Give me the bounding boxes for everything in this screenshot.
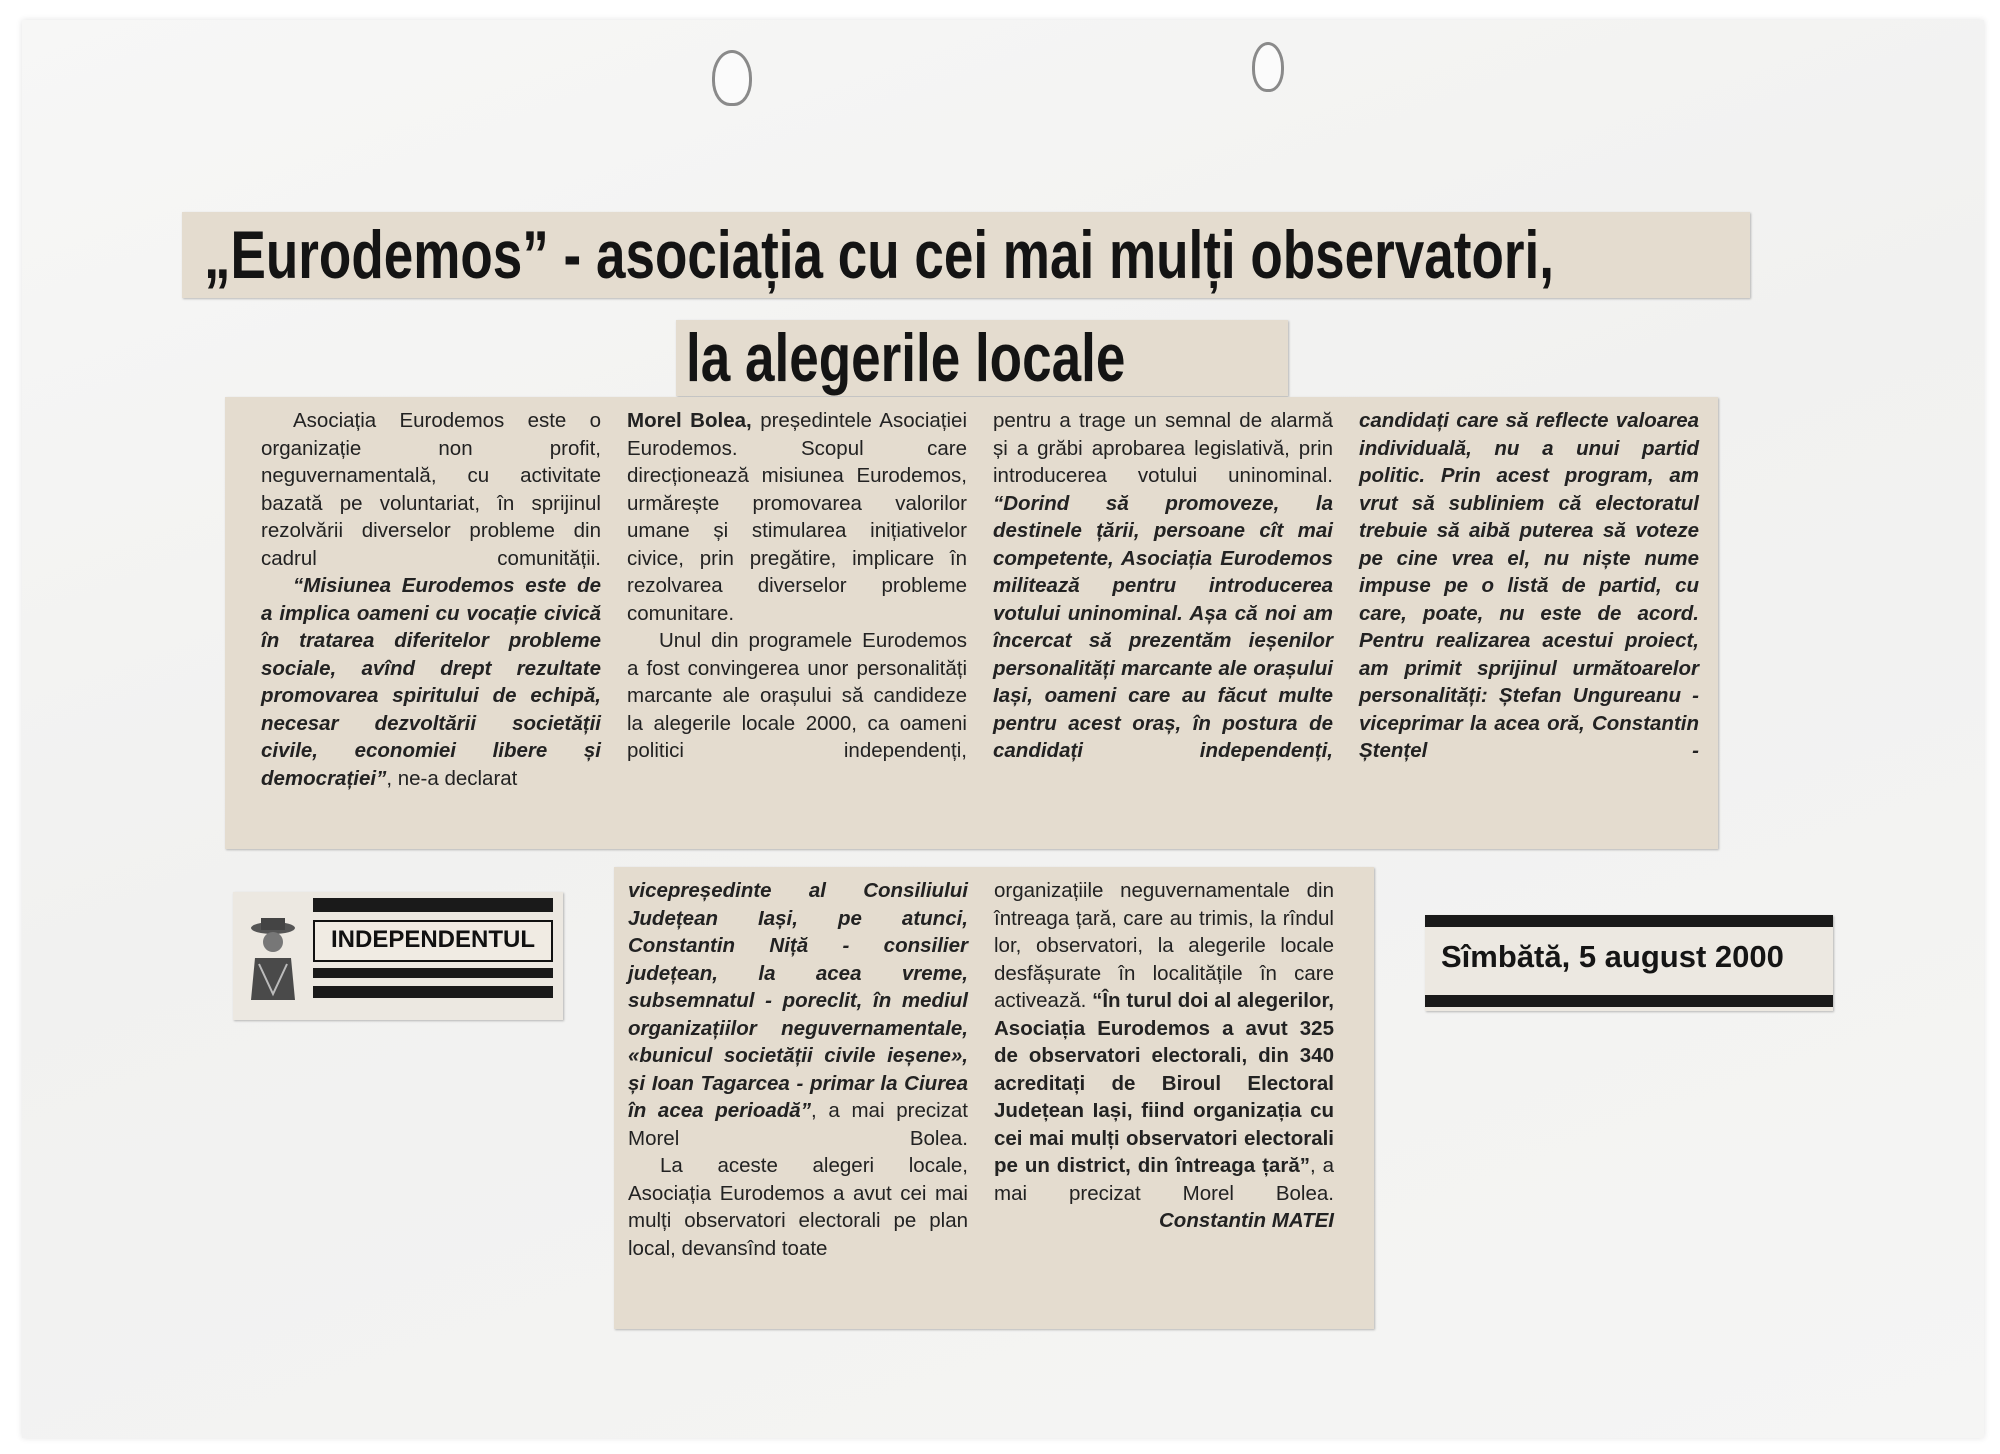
article-column-4: [1359, 407, 1699, 765]
col2-para-2: Unul din programele Eurodemos a fost convingerea unor personalități marcante ale orașului să candideze la alegerile locale 2000, ca oameni politici independenți,: [627, 629, 967, 762]
article-clip-bottom: [614, 867, 1374, 1329]
col1-para-1: Asociația Eurodemos este o organizație non profit, neguvernamentală, cu activitate bazată pe voluntariat, în sprijinul rezolvării diverselor probleme din cadrul comunității.: [261, 409, 601, 570]
col6-tail: , a mai precizat Morel Bolea.: [994, 1154, 1334, 1205]
col6-quote: “În turul doi al alegerilor, Asociația Eurodemos a avut 325 de observatori electorali, din 340 acreditați de Biroul Electoral Județean Iași, fiind organizația cu cei mai mulți observatori electorali pe un district, din întreaga țară”: [994, 989, 1334, 1177]
headline-clip-2: [676, 320, 1288, 396]
col6-para-1: [994, 877, 1334, 1207]
article-column-2: [627, 407, 967, 765]
punch-hole-right: [1252, 42, 1284, 92]
col3-para-1: [993, 407, 1333, 765]
col1-para-2: [261, 572, 601, 792]
col2-para-1: [627, 407, 967, 627]
byline: Constantin MATEI: [1159, 1209, 1334, 1232]
date-rule-bottom: [1425, 995, 1833, 1007]
masthead-clip: [233, 892, 563, 1020]
masthead-rule-mid: [313, 968, 553, 978]
date-rule-top: [1425, 915, 1833, 927]
masthead-logo: INDEPENDENTUL: [313, 920, 553, 962]
col5-para-2: La aceste alegeri locale, Asociația Eurodemos a avut cei mai mulți observatori electorali pe plan local, devansînd toate: [628, 1154, 968, 1260]
masthead-rule-bottom: [313, 986, 553, 998]
article-column-6: [994, 877, 1334, 1235]
date-clip: [1425, 915, 1833, 1011]
article-column-3: [993, 407, 1333, 765]
headline-line-2: la alegerile locale: [686, 320, 1126, 396]
masthead-rule-top: [313, 898, 553, 912]
col6-text: organizațiile neguvernamentale din întreaga țară, care au trimis, la rîndul lor, observatori, la alegerile locale desfășurate în localitățile în care activează.: [994, 879, 1334, 1012]
col1-quote: “Misiunea Eurodemos este de a implica oameni cu vocație civică în tratarea diferitelor probleme sociale, avînd drept rezultate promovarea spiritului de echipă, necesar dezvoltării societății civile, economiei libere și democrației”: [261, 574, 601, 790]
col4-para-1: candidați care să reflecte valoarea individuală, nu a unui partid politic. Prin acest program, am vrut să subliniem că electoratul trebuie să aibă puterea să voteze pe cine vrea el, nu niște nume impuse pe o listă de partid, cu care, poate, nu este de acord. Pentru realizarea acestui proiect, am primit sprijinul următoarelor personalități: Ștefan Ungureanu - viceprimar la acea oră, Constantin Ștențel -: [1359, 409, 1699, 762]
article-column-5: [628, 877, 968, 1262]
col1-tail: , ne-a declarat: [386, 766, 518, 790]
masthead-figure-icon: [245, 914, 301, 1002]
col5-para-1: [628, 877, 968, 1152]
col2-name: Morel Bolea,: [627, 409, 752, 432]
punch-hole-left: [712, 50, 752, 106]
col2-text: președintele Asociației Eurodemos. Scopul care direcționează misiunea Eurodemos, urmărește promovarea valorilor umane și stimularea inițiativelor civice, prin pregătire, implicare în rezolvarea diverselor probleme comunitare.: [627, 409, 968, 625]
headline-line-1: „Eurodemos” - asociația cu cei mai mulți observatori,: [204, 217, 1554, 293]
article-column-1: [261, 407, 601, 792]
headline-clip-1: [182, 212, 1750, 298]
dateline: Sîmbătă, 5 august 2000: [1441, 939, 1784, 974]
article-clip-top: [225, 397, 1718, 849]
col3-quote: “Dorind să promoveze, la destinele țării, persoane cît mai competente, Asociația Eurodemos militează pentru introducerea votului uninominal. Așa că noi am încercat să prezentăm ieșenilor personalități marcante ale orașului Iași, oameni care au făcut multe pentru acest oraș, în postura de candidați independenți,: [993, 491, 1333, 762]
col5-quote: vicepreședinte al Consiliului Județean Iași, pe atunci, Constantin Niță - consilier județean, la acea vreme, subsemnatul - poreclit, în mediul organizațiilor neguvernamentale, «bunicul societății civile ieșene», și Ioan Tagarcea - primar la Ciurea în acea perioadă”: [628, 879, 968, 1122]
col3-text: pentru a trage un semnal de alarmă și a grăbi aprobarea legislativă, prin introducerea votului uninominal.: [993, 409, 1333, 487]
col5-tail: , a mai precizat Morel Bolea.: [628, 1099, 968, 1150]
